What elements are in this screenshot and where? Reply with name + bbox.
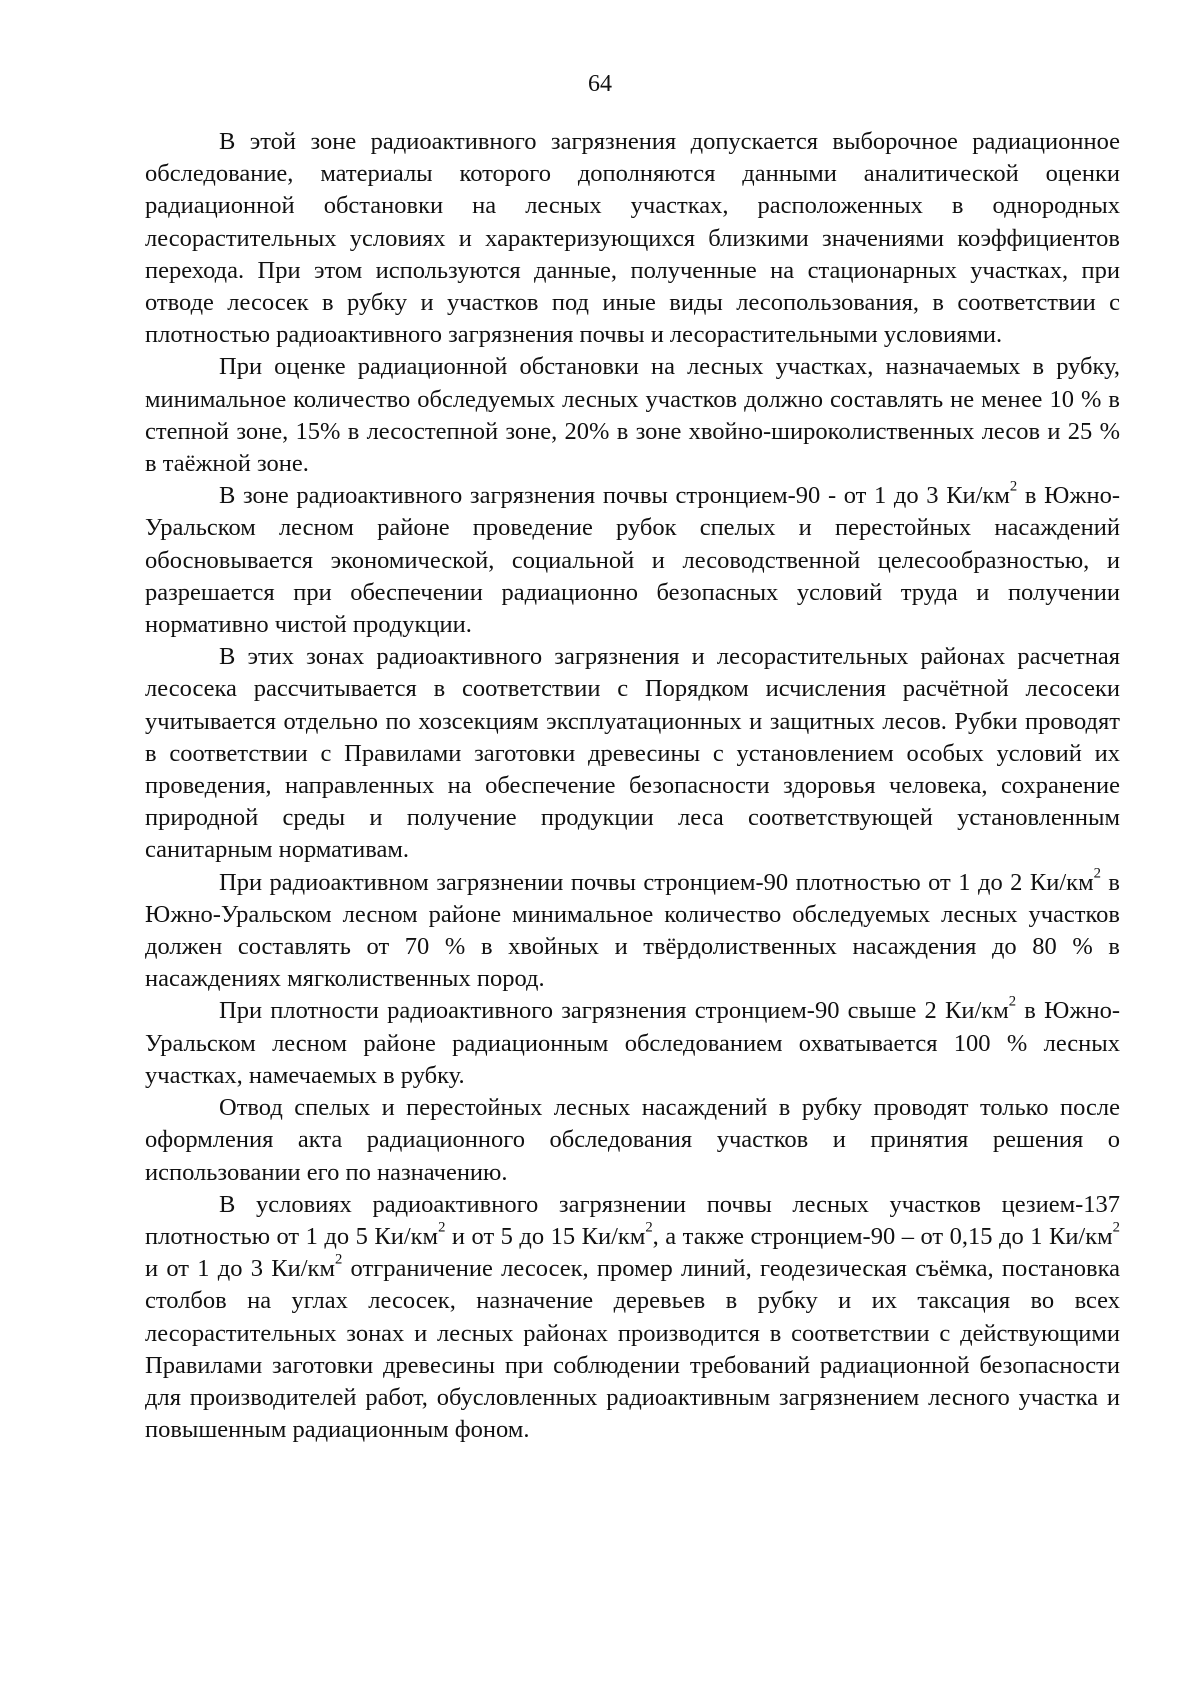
text-run: При оценке радиационной обстановки на лесных участках, назначаемых в рубку, минимальное количество обследуемых лесных участков должно составлять не менее 10 % в степной зоне, 15% в лесостепной зоне, 20% в зоне хвойно-широколиственных лесов и 25 % в таёжной зоне. xyxy=(145,353,1120,478)
page-number: 64 xyxy=(588,71,612,97)
paragraph xyxy=(145,351,1120,480)
text-run: отграничение лесосек, промер линий, геодезическая съёмка, постановка столбов на углах лесосек, назначение деревьев в рубку и их таксация во всех лесорастительных зонах и лесных районах производится в соответствии с действующими Правилами заготовки древесины при соблюдении требований радиационной безопасности для производителей работ, обусловленных радиоактивным загрязнением лесного участка и повышенным радиационным фоном. xyxy=(145,1255,1120,1444)
text-run: При плотности радиоактивного загрязнения стронцием-90 свыше 2 Ки/км xyxy=(219,997,1009,1025)
text-run: При радиоактивном загрязнении почвы стронцием-90 плотностью от 1 до 2 Ки/км xyxy=(219,868,1094,896)
text-run: , а также стронцием-90 – от 0,15 до 1 Ки/км xyxy=(652,1222,1113,1250)
paragraph xyxy=(145,480,1120,641)
paragraph xyxy=(145,641,1120,866)
text-run: и от 5 до 15 Ки/км xyxy=(445,1222,646,1250)
paragraph xyxy=(145,1092,1120,1189)
paragraph xyxy=(145,867,1120,996)
superscript: 2 xyxy=(438,1219,446,1236)
body-text xyxy=(145,126,1120,1446)
superscript: 2 xyxy=(1112,1219,1120,1236)
superscript: 2 xyxy=(1008,994,1017,1010)
text-run: В условиях радиоактивного загрязнении почвы лесных участков цезием-137 плотностью от 1 до 5 Ки/км xyxy=(145,1190,1120,1250)
text-run: Отвод спелых и перестойных лесных насаждений в рубку проводят только после оформления акта радиационного обследования участков и принятия решения о использовании его по назначению. xyxy=(145,1094,1120,1186)
superscript: 2 xyxy=(1093,865,1101,882)
paragraph xyxy=(145,1189,1120,1447)
text-run: В зоне радиоактивного загрязнения почвы стронцием-90 - от 1 до 3 Ки/км xyxy=(219,482,1010,510)
text-run: В этих зонах радиоактивного загрязнения и лесорастительных районах расчетная лесосека рассчитывается в соответствии с Порядком исчисления расчётной лесосеки учитывается отдельно по хозсекциям эксплуатационных и защитных лесов. Рубки проводят в соответствии с Правилами заготовки древесины с установлением особых условий их проведения, направленных на обеспечение безопасности здоровья человека, сохранение природной среды и получение продукции леса соответствующей установленным санитарным нормативам. xyxy=(145,643,1120,864)
superscript: 2 xyxy=(645,1219,653,1236)
text-run: и от 1 до 3 Ки/км xyxy=(145,1255,335,1283)
text-run: в Южно-Уральском лесном районе проведение рубок спелых и перестойных насаждений обосновывается экономической, социальной и лесоводственной целесообразностью, и разрешается при обеспечении радиационно безопасных условий труда и получении нормативно чистой продукции. xyxy=(145,482,1120,639)
text-run: в Южно-Уральском лесном районе минимальное количество обследуемых лесных участков должен составлять от 70 % в хвойных и твёрдолиственных насаждения до 80 % в насаждениях мягколиственных пород. xyxy=(145,868,1120,993)
superscript: 2 xyxy=(1009,478,1018,495)
superscript: 2 xyxy=(334,1251,343,1268)
text-run: в Южно-Уральском лесном районе радиационным обследованием охватывается 100 % лесных участках, намечаемых в рубку. xyxy=(145,997,1120,1089)
paragraph xyxy=(145,126,1120,351)
text-run: В этой зоне радиоактивного загрязнения допускается выборочное радиационное обследование, материалы которого дополняются данными аналитической оценки радиационной обстановки на лесных участках, расположенных в однородных лесорастительных условиях и характеризующихся близкими значениями коэффициентов перехода. При этом используются данные, полученные на стационарных участках, при отводе лесосек в рубку и участков под иные виды лесопользования, в соответствии с плотностью радиоактивного загрязнения почвы и лесорастительными условиями. xyxy=(145,128,1120,349)
paragraph xyxy=(145,995,1120,1092)
